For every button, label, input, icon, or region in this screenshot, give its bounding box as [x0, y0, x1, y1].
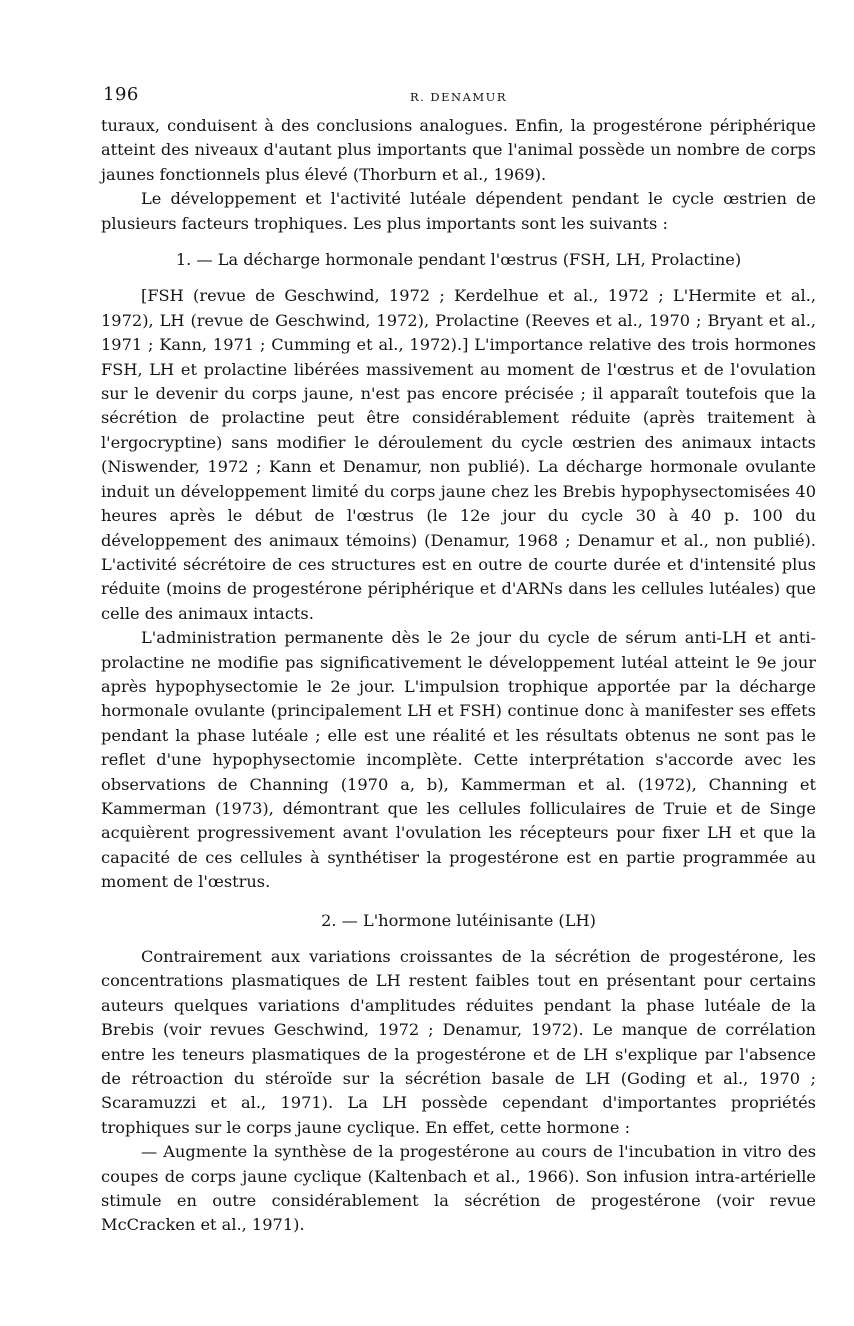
section-heading-1: 1. — La décharge hormonale pendant l'œstrus (FSH, LH, Prolactine)	[175, 250, 742, 270]
section-heading-2: 2. — L'hormone lutéinisante (LH)	[321, 910, 596, 930]
running-header	[101, 84, 816, 114]
running-author: R. DENAMUR	[409, 90, 508, 104]
document-page	[101, 84, 816, 1238]
paragraph-hormonal-discharge: [FSH (revue de Geschwind, 1972 ; Kerdelhue et al., 1972 ; L'Hermite et al., 1972), LH (revue de Geschwind, 1972), Prolactine (Reeves et al., 1970 ; Bryant et al., 1971 ; Kann, 1971 ; Cumming et al., 1972).] L'importance relative des trois hormones FSH, LH et prolactine libérées massivement au moment de l'œstrus et de l'ovulation sur le devenir du corps jaune, n'est pas encore précisée ; il apparaît toutefois que la sécrétion de prolactine peut être considérablement réduite (après traitement à l'ergocryptine) sans modifier le déroulement du cycle œstrien des animaux intacts (Niswender, 1972 ; Kann et Denamur, non publié). La décharge hormonale ovulante induit un développement limité du corps jaune chez les Brebis hypophysectomisées 40 heures après le début de l'œstrus (le 12e jour du cycle 30 à 40 p. 100 du développement des animaux témoins) (Denamur, 1968 ; Denamur et al., non publié). L'activité sécrétoire de ces structures est en outre de courte durée et d'intensité plus réduite (moins de progestérone périphérique et d'ARNs dans les cellules lutéales) que celle des animaux intacts.	[101, 286, 816, 623]
paragraph-lh-variations: Contrairement aux variations croissantes de la sécrétion de progestérone, les concentrations plasmatiques de LH restent faibles tout en présentant pour certains auteurs quelques variations d'amplitudes réduites pendant la phase lutéale de la Brebis (voir revues Geschwind, 1972 ; Denamur, 1972). Le manque de corrélation entre les teneurs plasmatiques de la progestérone et de LH s'explique par l'absence de rétroaction du stéroïde sur la sécrétion basale de LH (Goding et al., 1970 ; Scaramuzzi et al., 1971). La LH possède cependant d'importantes propriétés trophiques sur le corps jaune cyclique. En effet, cette hormone :	[101, 947, 816, 1137]
paragraph-lh-effects: — Augmente la synthèse de la progestérone au cours de l'incubation in vitro des coupes de corps jaune cyclique (Kaltenbach et al., 1966). Son infusion intra-artérielle stimule en outre considérablement la sécrétion de progestérone (voir revue McCracken et al., 1971).	[101, 1142, 816, 1235]
paragraph-continuation: turaux, conduisent à des conclusions analogues. Enfin, la progestérone périphérique atteint des niveaux d'autant plus importants que l'animal possède un nombre de corps jaunes fonctionnels plus élevé (Thorburn et al., 1969).	[101, 116, 816, 184]
paragraph-trophic-factors: Le développement et l'activité lutéale dépendent pendant le cycle œstrien de plusieurs facteurs trophiques. Les plus importants sont les suivants :	[101, 189, 816, 233]
paragraph-administration: L'administration permanente dès le 2e jour du cycle de sérum anti-LH et anti-prolactine ne modifie pas significativement le développement lutéal atteint le 9e jour après hypophysectomie le 2e jour. L'impulsion trophique apportée par la décharge hormonale ovulante (principalement LH et FSH) continue donc à manifester ses effets pendant la phase lutéale ; elle est une réalité et les résultats obtenus ne sont pas le reflet d'une hypophysectomie incomplète. Cette interprétation s'accorde avec les observations de Channing (1970 a, b), Kammerman et al. (1972), Channing et Kammerman (1973), démontrant que les cellules folliculaires de Truie et de Singe acquièrent progressivement avant l'ovulation les récepteurs pour fixer LH et que la capacité de ces cellules à synthétiser la progestérone est en partie programmée au moment de l'œstrus.	[101, 628, 816, 892]
page-number: 196	[103, 84, 139, 105]
